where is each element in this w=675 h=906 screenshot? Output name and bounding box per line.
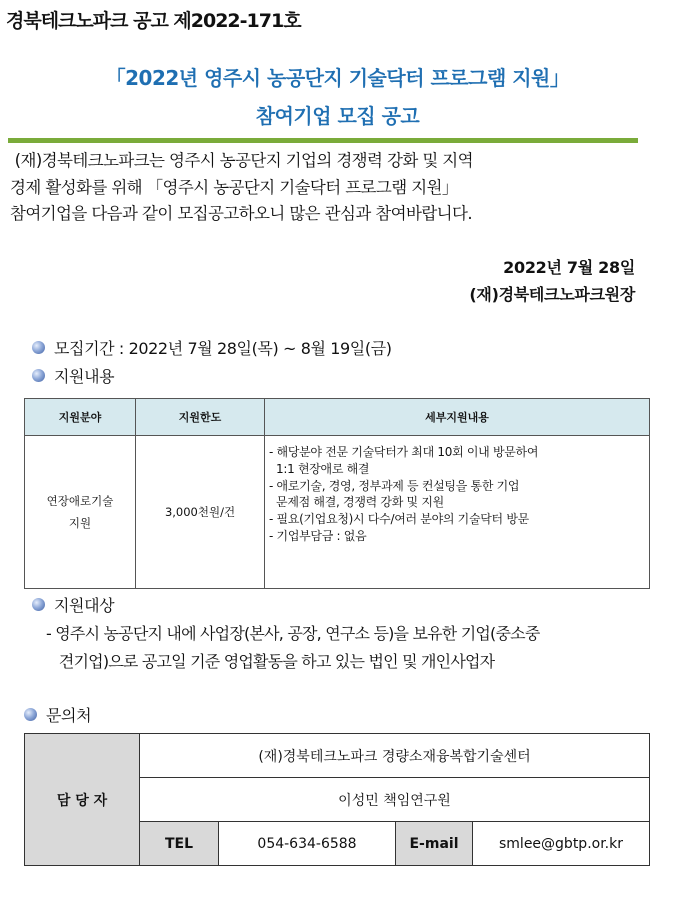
table-row xyxy=(25,436,650,589)
contact-heading: 문의처 xyxy=(46,706,92,725)
bullet-icon xyxy=(32,341,45,354)
title-line-1: 「2022년 영주시 농공단지 기술닥터 프로그램 지원」 xyxy=(105,66,570,90)
intro-paragraph: (재)경북테크노파크는 영주시 농공단지 기업의 경쟁력 강화 및 지역 경제 활성화를 위해 「영주시 농공단지 기술닥터 프로그램 지원」 참여기업을 다음과 같이 모집공고하오니 많은 관심과 참여바랍니다. xyxy=(10,151,473,223)
section-contact xyxy=(24,703,91,726)
email-value[interactable]: smlee@gbtp.or.kr xyxy=(473,822,650,866)
cell-details: - 해당분야 전문 기술닥터가 최대 10회 이내 방문하여 1:1 현장애로 해결 - 애로기술, 경영, 정부과제 등 컨설팅을 통한 기업 문제점 해결, 경쟁력 강화 및 지원 - 필요(기업요청)시 다수/여러 분야의 기술닥터 방문 - 기업부담금 : 없음 xyxy=(265,436,650,589)
header-field: 지원분야 xyxy=(25,399,136,436)
contact-label: 담 당 자 xyxy=(25,734,140,866)
cell-field: 연장애로기술 지원 xyxy=(25,436,136,589)
support-table xyxy=(24,398,650,589)
issue-date: 2022년 7월 28일 xyxy=(503,258,635,277)
title-line-2: 참여기업 모집 공고 xyxy=(255,104,420,128)
contact-person: 이성민 책임연구원 xyxy=(140,778,650,822)
title-divider xyxy=(8,138,638,143)
bullet-icon xyxy=(32,369,45,382)
table-header-row xyxy=(25,399,650,436)
issuer-org: (재)경북테크노파크원장 xyxy=(469,285,635,304)
tel-label: TEL xyxy=(140,822,219,866)
tel-value: 054-634-6588 xyxy=(219,822,396,866)
content-heading: 지원내용 xyxy=(54,367,115,386)
email-label: E-mail xyxy=(396,822,473,866)
cell-limit: 3,000천원/건 xyxy=(136,436,265,589)
contact-row-department xyxy=(25,734,650,778)
contact-department: (재)경북테크노파크 경량소재융복합기술센터 xyxy=(140,734,650,778)
period-text: 모집기간 : 2022년 7월 28일(목) ~ 8월 19일(금) xyxy=(54,339,392,358)
header-limit: 지원한도 xyxy=(136,399,265,436)
bullet-icon xyxy=(32,598,45,611)
target-heading: 지원대상 xyxy=(54,596,115,615)
section-target xyxy=(32,593,114,616)
section-period xyxy=(32,336,392,359)
target-description: - 영주시 농공단지 내에 사업장(본사, 공장, 연구소 등)을 보유한 기업(중소중 견기업)으로 공고일 기준 영업활동을 하고 있는 법인 및 개인사업자 xyxy=(46,624,540,671)
section-content xyxy=(32,364,114,387)
contact-table xyxy=(24,733,650,866)
bullet-icon xyxy=(24,708,37,721)
notice-number: 경북테크노파크 공고 제2022-171호 xyxy=(6,10,301,32)
header-details: 세부지원내용 xyxy=(265,399,650,436)
